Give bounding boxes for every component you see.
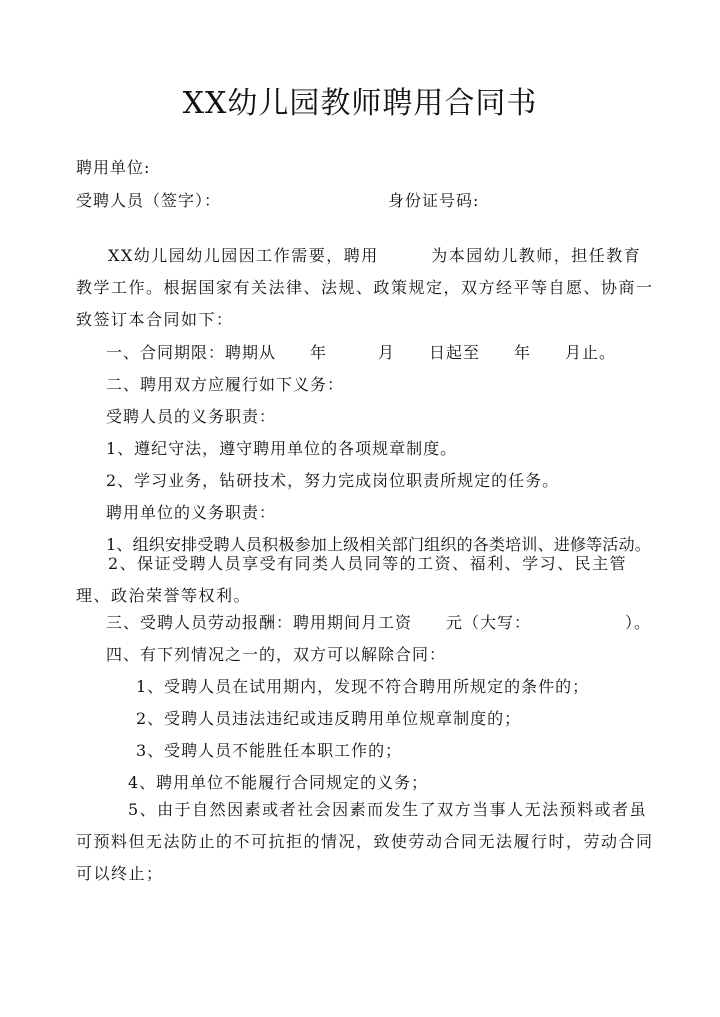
termination-item-1: 1、受聘人员在试用期内，发现不符合聘用所规定的条件的； [136, 677, 590, 696]
employee-signature-label: 受聘人员（签字）： [76, 191, 222, 210]
clause-termination-heading: 四、有下列情况之一的，双方可以解除合同： [106, 645, 447, 664]
termination-item-4: 4、聘用单位不能履行合同规定的义务； [128, 773, 429, 792]
employer-duty-1: 1、组织安排受聘人员积极参加上级相关部门组织的各类培训、进修等活动。 [106, 535, 651, 554]
termination-item-5: 5、由于自然因素或者社会因素而发生了双方当事人无法预料或者虽可预料但无法防止的不可抗拒的情况，致使劳动合同无法履行时，劳动合同可以终止； [76, 800, 654, 883]
id-number-label: 身份证号码: [388, 191, 480, 210]
clause-pay: 三、受聘人员劳动报酬：聘用期间月工资 元（大写： ）。 [106, 613, 652, 632]
employer-field-label: 聘用单位: [76, 158, 151, 177]
employee-duty-2: 2、学习业务，钻研技术，努力完成岗位职责所规定的任务。 [106, 471, 560, 490]
employee-duties-heading: 受聘人员的义务职责： [106, 407, 277, 426]
employer-duty-2: 2、保证受聘人员享受有同类人员同等的工资、福利、学习、民主管理、政治荣誉等权利。 [76, 554, 628, 605]
document-title: XX幼儿园教师聘用合同书 [182, 86, 538, 121]
termination-item-3: 3、受聘人员不能胜任本职工作的； [136, 741, 403, 760]
employer-duties-heading: 聘用单位的义务职责： [106, 503, 277, 522]
clause-duties-heading: 二、聘用双方应履行如下义务： [106, 375, 345, 394]
termination-item-2: 2、受聘人员违法违纪或违反聘用单位规章制度的； [136, 709, 522, 728]
clause-term: 一、合同期限：聘期从 年 月 日起至 年 月止。 [106, 343, 617, 362]
intro-paragraph: XX幼儿园幼儿园因工作需要，聘用 为本园幼儿教师，担任教育教学工作。根据国家有关法律、法规、政策规定，双方经平等自愿、协商一致签订本合同如下： [76, 246, 654, 329]
employee-duty-1: 1、遵纪守法，遵守聘用单位的各项规章制度。 [106, 439, 458, 458]
